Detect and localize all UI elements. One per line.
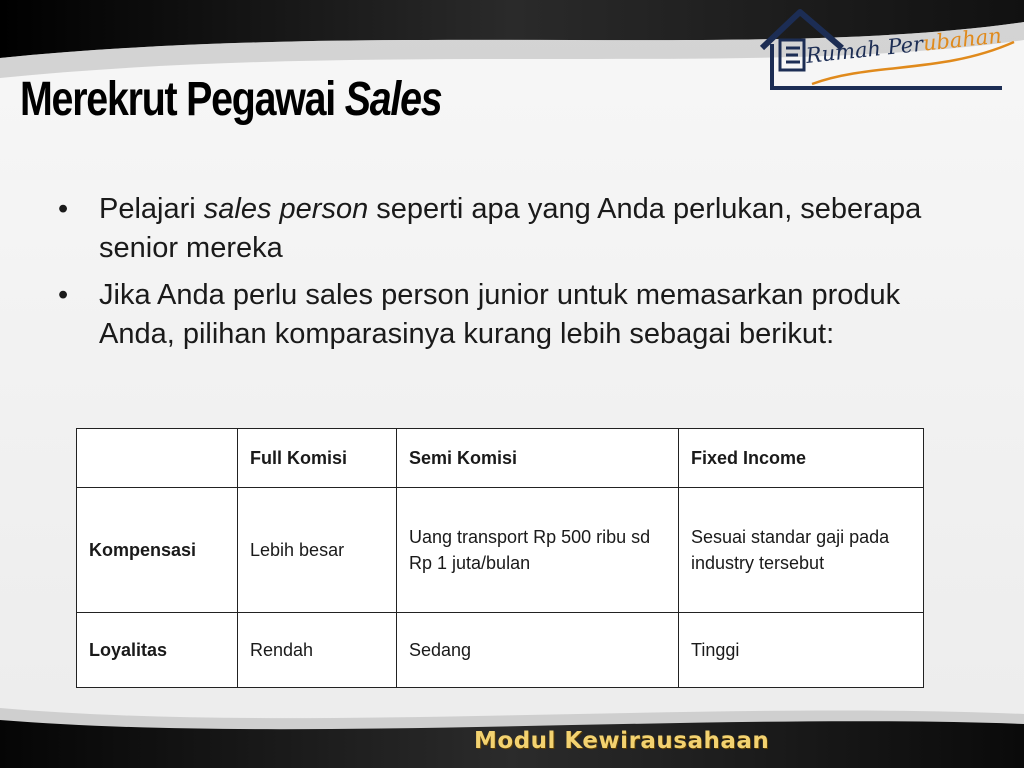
table-cell: Sesuai standar gaji pada industry tersebut	[679, 488, 924, 613]
table-cell: Rendah	[238, 613, 397, 688]
title-main: Merekrut Pegawai	[20, 73, 336, 126]
table-header-cell: Full Komisi	[238, 429, 397, 488]
table-cell: Uang transport Rp 500 ribu sd Rp 1 juta/bulan	[397, 488, 679, 613]
table-cell: Lebih besar	[238, 488, 397, 613]
table-header-cell: Fixed Income	[679, 429, 924, 488]
page-title	[20, 72, 441, 127]
table-header-cell	[77, 429, 238, 488]
title-emphasis: Sales	[344, 73, 442, 126]
table-header-cell: Semi Komisi	[397, 429, 679, 488]
table-cell: Sedang	[397, 613, 679, 688]
table-row-header: Loyalitas	[77, 613, 238, 688]
table-row-header: Kompensasi	[77, 488, 238, 613]
table-cell: Tinggi	[679, 613, 924, 688]
table-header-row	[77, 429, 924, 488]
bullet-item: • Pelajari sales person seperti apa yang Anda perlukan, seberapa senior mereka	[52, 190, 982, 268]
table-row	[77, 488, 924, 613]
table-row	[77, 613, 924, 688]
footer-title: Modul Kewirausahaan	[474, 728, 770, 754]
bullet-item: • Jika Anda perlu sales person junior untuk memasarkan produk Anda, pilihan komparasinya kurang lebih sebagai berikut:	[52, 276, 982, 354]
comparison-table	[76, 428, 924, 688]
bullet-list	[52, 190, 982, 362]
logo-wordmark: Rumah Perubahan	[804, 23, 1003, 68]
